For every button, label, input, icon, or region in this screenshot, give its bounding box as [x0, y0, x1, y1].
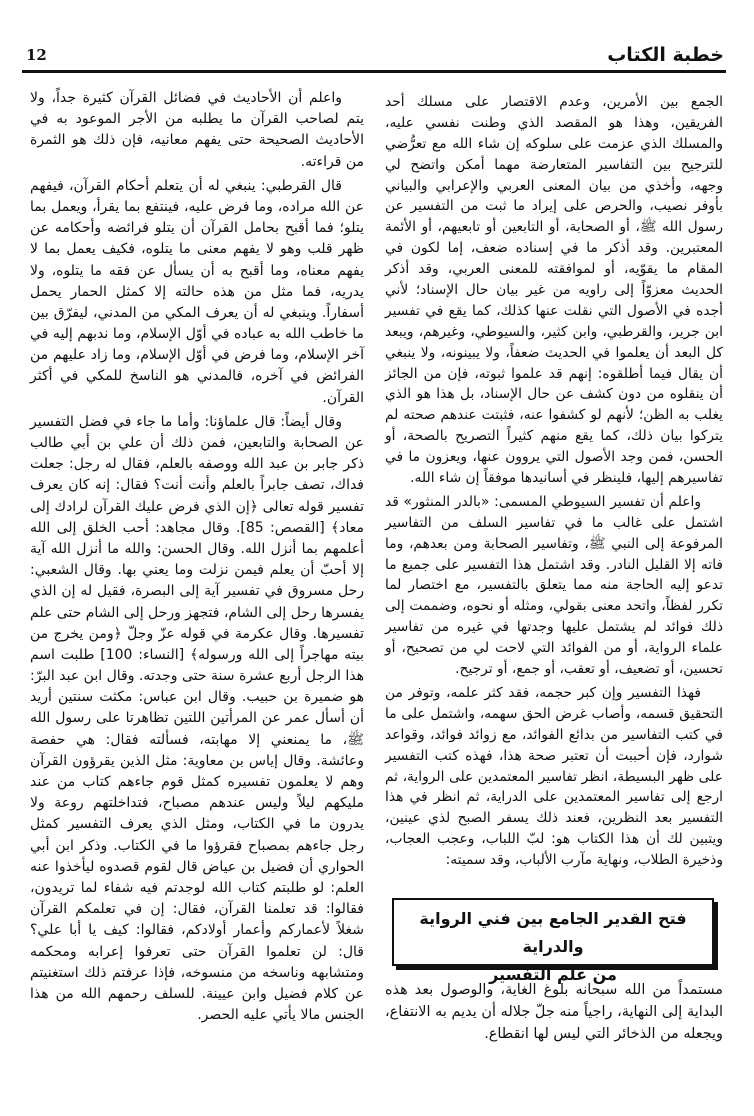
closing-text: [385, 980, 723, 1060]
closing-paragraph: مستمداً من الله سبحانه بلوغ الغاية، والوصول بعد هذه البداية إلى النهاية، راجياً منه جلّ جلاله أن يديم به الانتفاع، ويجعله من الذخائر التي ليس لها انقطاع.: [385, 982, 723, 1042]
header-title: خطبة الكتاب: [607, 44, 724, 66]
right-paragraph-1: الجمع بين الأمرين، وعدم الاقتصار على مسلك أحد الفريقين، وهذا هو المقصد الذي وطنت نفسي عليه، والمسلك الذي عزمت على سلوكه إن شاء الله مع تعرُّضي للترجيح بين التفاسير المتعارضة مهما أمكن واتضح لي وجهه، وأخذي من بيان المعنى العربي والإعرابي والبياني بأوفر نصيب، والحرص على إيراد ما ثبت من التفسير عن رسول الله ﷺ، أو الصحابة، أو التابعين أو تابعيهم، أو الأئمة المعتبرين. وقد أذكر ما في إسناده ضعف، إما لكون في المقام ما يقوّيه، أو لموافقته للمعنى العربي، وقد أذكر الحديث معزوّاً إلى راويه من غير بيان حال الإسناد؛ لأني أجده في الأصول التي نقلت عنها كذلك، كما يقع في تفسير ابن جرير، والقرطبي، وابن كثير، والسيوطي، وغيرهم، ويبعد كل البعد أن يعلموا في الحديث ضعفاً، ولا يبينونه، ولا ينبغي أن يقال فيما أطلقوه: إنهم قد علموا ثبوته، فإن من الجائز أن ينقلوه من دون كشف عن حال الإسناد، بل هذا هو الذي يغلب به الظن؛ لأنهم لو كشفوا عنه، فثبتت عندهم صحته لم يتركوا بيان ذلك، كما يقع منهم كثيراً التصريح بالصحة، أو الحسن، فمن وجد الأصول التي يروون عنها، ويعزون ما في تفاسيرهم إليها، فلينظر في أسانيدها موفقاً إن شاء الله.: [385, 94, 723, 487]
left-paragraph-2: قال القرطبي: ينبغي له أن يتعلم أحكام القرآن، فيفهم عن الله مراده، وما فرض عليه، فينتفع بما يقرأ، ويعمل بما يتلو؛ فما أقبح بحامل القرآن أن يتلو فرائضه وأحكامه عن ظهر قلب وهو لا يفهم معنى ما يتلوه، فكيف يعمل بما لا يفهم معناه، وما أقبح به أن يسأل عن فقه ما يتلوه، ولا يدريه، فما مثل من هذه حالته إلا كمثل الحمار يحمل أسفاراً. وينبغي له أن يعرف المكي من المدني، ليفرّق بين ما خاطب الله به عباده في أوّل الإسلام، وما ندبهم إليه في آخر الإسلام، وما فرض في أوّل الإسلام، وما زاد عليهم من الفرائض في آخره، فالمدني هو الناسخ للمكي في أكثر القرآن.: [30, 177, 364, 406]
book-title-box: [392, 898, 714, 984]
book-title-line-1: فتح القدير الجامع بين فني الرواية والدراية: [419, 909, 687, 956]
right-paragraph-3: فهذا التفسير وإن كبر حجمه، فقد كثر علمه، وتوفر من التحقيق قسمه، وأصاب غرض الحق سهمه، واشتمل على ما في كتب التفاسير من بدائع الفوائد، مع زوائد فوائد، وقواعد شوارد، فإن أحببت أن تعتبر صحة هذا، فهذه كتب التفسير على ظهر البسيطة، انظر تفاسير المعتمدين على الرواية، ثم ارجع إلى تفاسير المعتمدين على الدراية، ثم انظر في هذا التفسير بعد النظرين، فعند ذلك يسفر الصبح لذي عينين، ويتبين لك أن هذا الكتاب هو: لبّ اللباب، وعجب العجاب، وذخيرة الطلاب، ونهاية مآرب الألباب، وقد سميته:: [385, 684, 723, 869]
left-paragraph-3: وقال أيضاً: قال علماؤنا: وأما ما جاء في فضل التفسير عن الصحابة والتابعين، فمن ذلك أن علي بن أبي طالب ذكر جابر بن عبد الله ووصفه بالعلم، فقال له رجل: جعلت فداك، تصف جابراً بالعلم وأنت أنت؟ فقال: إنه كان يعرف تفسير قوله تعالى ﴿إن الذي فرض عليك القرآن لرادك إلى معاد﴾ [القصص: 85]. وقال مجاهد: أحب الخلق إلى الله أعلمهم بما أنزل الله. وقال الحسن: والله ما أنزل الله آية إلا أحبّ أن يعلم فيمن نزلت وما يعني بها. وقال الشعبي: رحل مسروق في تفسير آية إلى البصرة، فقيل له إن الذي يفسرها رحل إلى الشام، فتجهز ورحل إلى الشام حتى علم تفسيرها. وقال عكرمة في قوله عزّ وجلّ ﴿ومن يخرج من بيته مهاجراً إلى الله ورسوله﴾ [النساء: 100] طلبت اسم هذا الرجل أربع عشرة سنة حتى وجدته. وقال ابن عبد البرّ: هو ضميرة بن حبيب. وقال ابن عباس: مكثت سنتين أريد أن أسأل عمر عن المرأتين اللتين تظاهرتا على رسول الله ﷺ، ما يمنعني إلا مهابته، فسألته فقال: هي حفصة وعائشة. وقال إياس بن معاوية: مثل الذين يقرؤون القرآن وهم لا يعلمون تفسيره كمثل قوم جاءهم كتاب من عند مليكهم ليلاً وليس عندهم مصباح، فتداخلتهم روعة ولا يدرون ما في الكتاب، ومثل الذي يعرف التفسير كمثل رجل جاءهم بمصباح فقرؤوا ما في الكتاب. وذكر ابن أبي الحواري أن فضيل بن عياض قال لقوم قصدوه ليأخذوا عنه العلم: لو طلبتم كتاب الله لوجدتم فيه شفاء لما تريدون، فقالوا: قد تعلمنا القرآن، فقال: إن في تعلمكم القرآن شغلاً لأعماركم وأعمار أولادكم، فقالوا: كيف يا أبا علي؟ قال: لن تعلموا القرآن حتى تعرفوا إعرابه ومحكمه ومتشابهه وناسخه من منسوخه، فإذا عرفتم ذلك استغنيتم عن كلام فضيل وابن عيينة. للسلف رحمهم الله من هذا الجنس مالا يأتي عليه الحصر.: [30, 413, 364, 1024]
book-title-line-2: من علم التفسير: [489, 965, 617, 984]
running-header: [22, 40, 726, 73]
right-paragraph-2: واعلم أن تفسير السيوطي المسمى: «بالدر المنثور» قد اشتمل على غالب ما في تفاسير السلف من التفاسير المرفوعة إلى النبي ﷺ، وتفاسير الصحابة ومن بعدهم، وما فاته إلا القليل النادر. وقد اشتمل هذا التفسير على جميع ما تدعو إليه الحاجة منه مما يتعلق بالتفسير، مع اختصار لما تكرر لفظاً، واتحد معنى بقولي، ومثله أو نحوه، وضممت إلى ذلك فوائد لم يشتمل عليها وجدتها في غيره من تفاسير علماء الرواية، أو من الفوائد التي لاحت لي من تصحيح، أو تحسين، أو تضعيف، أو تعقب، أو جمع، أو ترجيح.: [385, 493, 723, 678]
page-number: 12: [26, 46, 47, 64]
left-column: [30, 88, 364, 1053]
right-column: [385, 92, 723, 892]
left-paragraph-1: واعلم أن الأحاديث في فضائل القرآن كثيرة جداً، ولا يتم لصاحب القرآن ما يطلبه من الأجر الموعود به في الأحاديث الصحيحة حتى يفهم معانيه، فإن ذلك هو الثمرة من قراءته.: [30, 90, 364, 170]
